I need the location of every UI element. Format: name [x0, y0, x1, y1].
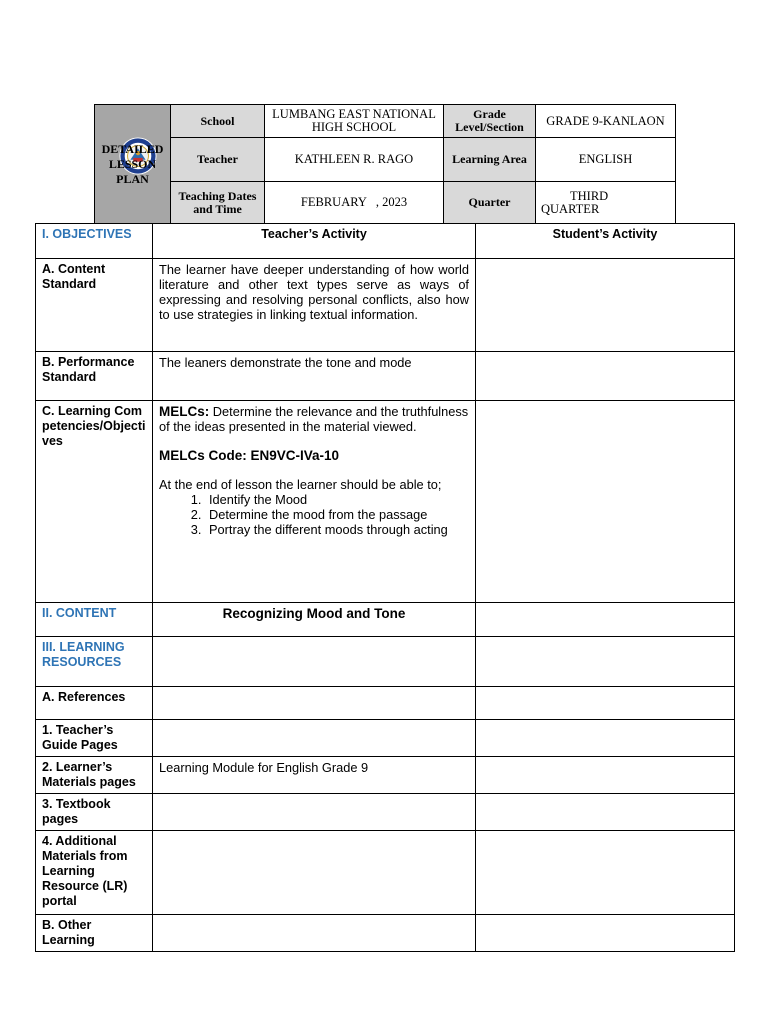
- student-activity-cell: [476, 915, 735, 952]
- table-row: [36, 259, 735, 352]
- additional-materials-label: 4. Additional Materials from Learning Resource (LR) portal: [36, 831, 153, 915]
- table-row: [36, 637, 735, 687]
- table-row: [36, 831, 735, 915]
- student-activity-cell: [476, 401, 735, 603]
- table-row: [36, 687, 735, 720]
- table-row: [36, 603, 735, 637]
- lesson-plan-table: [35, 223, 735, 952]
- grade-label: Grade Level/Section: [444, 105, 536, 138]
- learning-competencies-content: [153, 401, 476, 603]
- student-activity-cell: [476, 603, 735, 637]
- table-row: [36, 915, 735, 952]
- table-row: [36, 224, 735, 259]
- objectives-heading: I. OBJECTIVES: [36, 224, 153, 259]
- content-section-label: II. CONTENT: [36, 603, 153, 637]
- learners-materials-label: 2. Learner’s Materials pages: [36, 757, 153, 794]
- quarter-label: Quarter: [444, 182, 536, 224]
- student-activity-heading: Student’s Activity: [476, 224, 735, 259]
- lesson-plan-header: [94, 104, 676, 224]
- melcs-code: MELCs Code: EN9VC-IVa-10: [159, 448, 340, 463]
- quarter-value: THIRD QUARTER: [536, 182, 676, 224]
- teachers-guide-label: 1. Teacher’s Guide Pages: [36, 720, 153, 757]
- melcs-description: MELCs: Determine the relevance and the truthfulness of the ideas presented in the material viewed.: [159, 404, 469, 434]
- student-activity-cell: [476, 259, 735, 352]
- student-activity-cell: [476, 831, 735, 915]
- table-row: [36, 757, 735, 794]
- student-activity-cell: [476, 757, 735, 794]
- teaching-dates-label: Teaching Dates and Time: [171, 182, 265, 224]
- objectives-intro: At the end of lesson the learner should be able to;: [159, 477, 442, 492]
- performance-standard-label: B. Performance Standard: [36, 352, 153, 401]
- teacher-activity-cell: [153, 720, 476, 757]
- detailed-lesson-plan-block: [95, 105, 171, 224]
- list-item: 2. Determine the mood from the passage: [205, 507, 469, 522]
- teacher-activity-cell: [153, 794, 476, 831]
- school-value: LUMBANG EAST NATIONAL HIGH SCHOOL: [265, 105, 444, 138]
- teacher-activity-cell: [153, 637, 476, 687]
- content-title: Recognizing Mood and Tone: [153, 603, 476, 637]
- teacher-activity-cell: [153, 915, 476, 952]
- objectives-list: [159, 492, 469, 537]
- teacher-activity-cell: [153, 831, 476, 915]
- learners-materials-text: Learning Module for English Grade 9: [153, 757, 476, 794]
- table-row: [36, 794, 735, 831]
- table-row: [36, 401, 735, 603]
- teacher-value: KATHLEEN R. RAGO: [265, 138, 444, 182]
- teaching-dates-value: FEBRUARY , 2023: [265, 182, 444, 224]
- teacher-activity-cell: [153, 687, 476, 720]
- performance-standard-text: The leaners demonstrate the tone and mode: [153, 352, 476, 401]
- teacher-label: Teacher: [171, 138, 265, 182]
- student-activity-cell: [476, 720, 735, 757]
- list-item: 3. Portray the different moods through acting: [205, 522, 469, 537]
- school-label: School: [171, 105, 265, 138]
- content-standard-label: A. Content Standard: [36, 259, 153, 352]
- other-learning-label: B. Other Learning: [36, 915, 153, 952]
- student-activity-cell: [476, 637, 735, 687]
- student-activity-cell: [476, 794, 735, 831]
- teacher-activity-heading: Teacher’s Activity: [153, 224, 476, 259]
- learning-area-value: ENGLISH: [536, 138, 676, 182]
- references-label: A. References: [36, 687, 153, 720]
- table-row: [36, 352, 735, 401]
- content-standard-text: The learner have deeper understanding of how world literature and other text types serve as ways of expressing and resolving personal conflicts, also how to use strategies in linking textual information.: [153, 259, 476, 352]
- learning-resources-label: III. LEARNING RESOURCES: [36, 637, 153, 687]
- detailed-lesson-plan-title: DETAILED LESSON PLAN: [101, 141, 164, 186]
- table-row: [36, 720, 735, 757]
- textbook-pages-label: 3. Textbook pages: [36, 794, 153, 831]
- learning-area-label: Learning Area: [444, 138, 536, 182]
- student-activity-cell: [476, 352, 735, 401]
- learning-competencies-label: C. Learning Competencies/Objectives: [36, 401, 153, 603]
- student-activity-cell: [476, 687, 735, 720]
- list-item: 1. Identify the Mood: [205, 492, 469, 507]
- grade-value: GRADE 9-KANLAON: [536, 105, 676, 138]
